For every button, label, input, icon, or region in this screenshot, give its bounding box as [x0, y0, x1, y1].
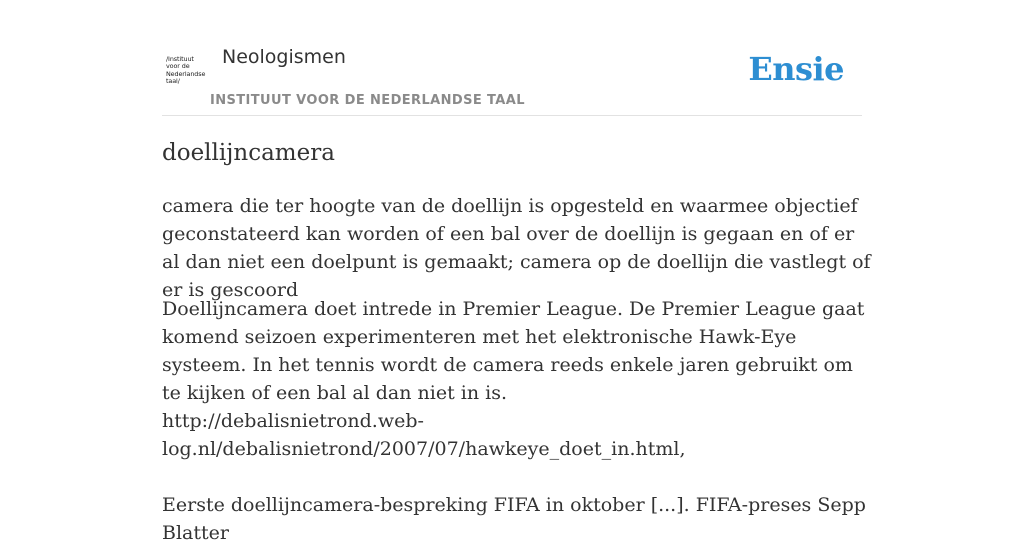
site-title-link[interactable]: Neologismen	[222, 46, 346, 68]
page	[162, 0, 871, 544]
logo-line: voor de	[166, 62, 190, 71]
quote-text: Doellijncamera doet intrede in Premier League. De Premier League gaat komend seizoen experimenteren met het elektronische Hawk-Eye systeem. In het tennis wordt de camera reeds enkele jaren gebruikt om te kijken of een bal al dan niet in is.	[162, 298, 865, 404]
logo-line: /Instituut	[166, 55, 194, 63]
quote-source-link[interactable]: http://debalisnietrond.web-	[162, 410, 424, 432]
institute-logo[interactable]	[166, 56, 208, 90]
org-name: INSTITUUT VOOR DE NEDERLANDSE TAAL	[210, 93, 525, 108]
headword: doellijncamera	[162, 140, 335, 166]
definition-text: camera die ter hoogte van de doellijn is opgesteld en waarmee objectief geconstateerd kan worden of een bal over de doellijn is gegaan en of er al dan niet een doelpunt is gemaakt; camera op de doellijn die vastlegt of er is gescoord	[162, 195, 871, 301]
quotes	[162, 295, 872, 547]
header	[162, 0, 862, 116]
logo-line: taal/	[166, 77, 180, 86]
ensie-brand-link[interactable]: Ensie	[748, 50, 844, 88]
spacer	[162, 463, 872, 491]
quote-source-link[interactable]: log.nl/debalisnietrond/2007/07/hawkeye_doet_in.html,	[162, 438, 686, 460]
quote-text: Eerste doellijncamera-bespreking FIFA in oktober [...]. FIFA-preses Sepp Blatter	[162, 494, 866, 544]
logo-line: Nederlandse	[166, 69, 206, 78]
